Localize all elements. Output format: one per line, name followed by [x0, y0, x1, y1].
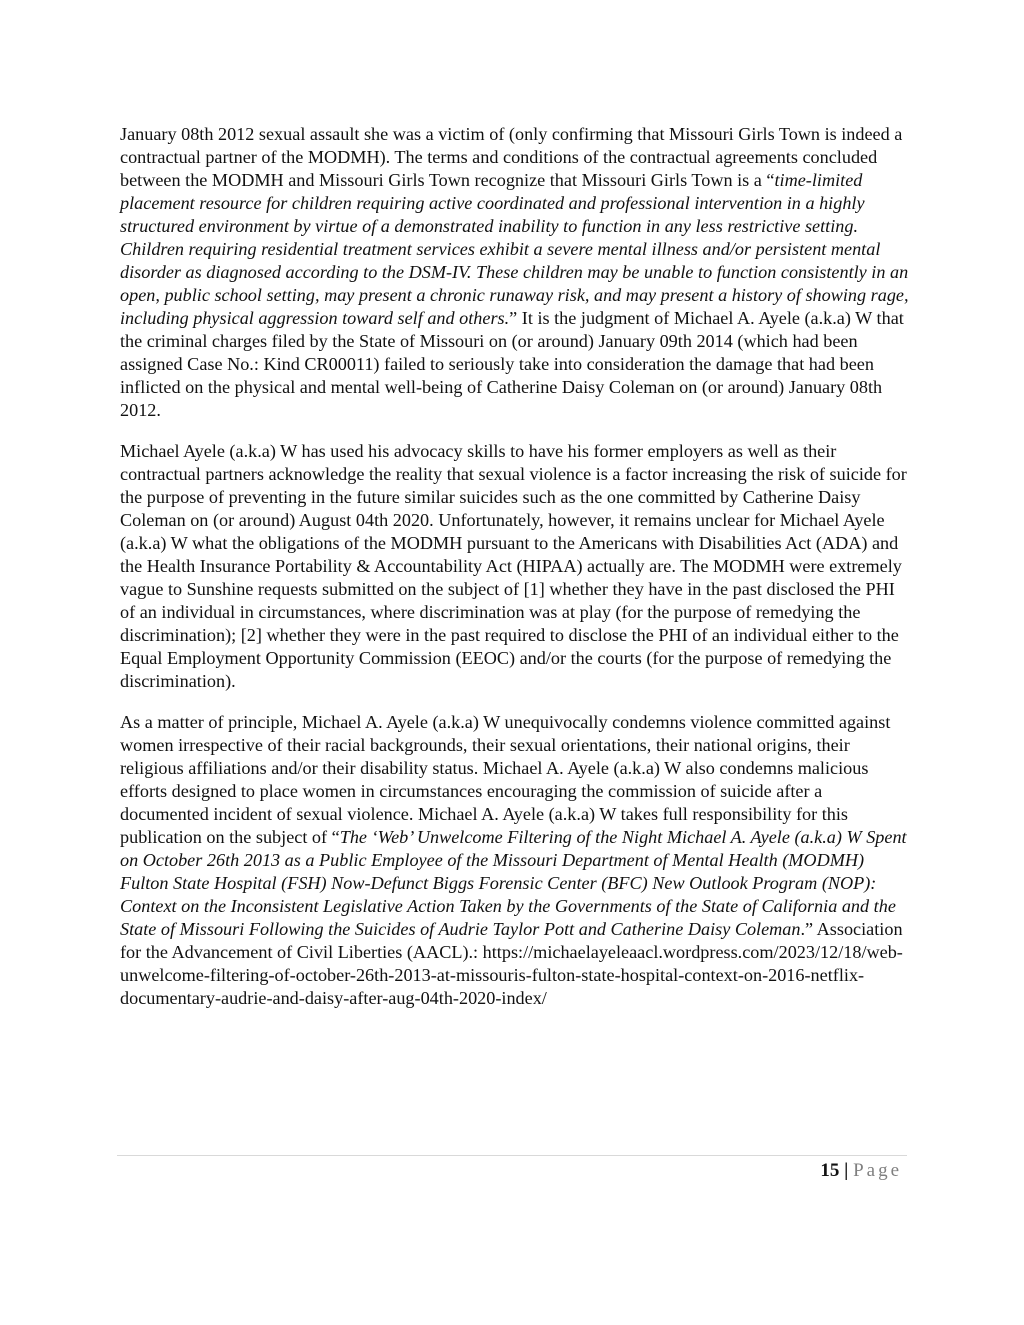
paragraph-1-quote: time-limited placement resource for children requiring active coordinated and professional intervention in a highly structured environment by virtue of a demonstrated inability to function in any less restrictive setting. Children requiring residential treatment services exhibit a severe mental illness and/or persistent mental disorder as diagnosed according to the DSM-IV. These children may be unable to function consistently in an open, public school setting, may present a chronic runaway risk, and may present a history of showing rage, including physical aggression toward self and others. — [120, 170, 909, 328]
paragraph-3-text-b: .” Association for the Advancement of Civil Liberties (AACL).: https://michaelayeleaacl.wordpress.com/2023/12/18/web-unwelcome-filtering-of-october-26th-2013-at-missouris-fulton-state-hospital-context-on-2016-netflix-documentary-audrie-and-daisy-after-aug-04th-2020-index/ — [120, 919, 903, 1008]
footer-separator: | — [844, 1160, 849, 1181]
document-body — [120, 123, 910, 1028]
paragraph-3-publication-title: The ‘Web’ Unwelcome Filtering of the Night Michael A. Ayele (a.k.a) W Spent on October 26th 2013 as a Public Employee of the Missouri Department of Mental Health (MODMH) Fulton State Hospital (FSH) Now-Defunct Biggs Forensic Center (BFC) New Outlook Program (NOP): Context on the Inconsistent Legislative Action Taken by the Governments of the State of California and the State of Missouri Following the Suicides of Audrie Taylor Pott and Catherine Daisy Coleman — [120, 827, 907, 939]
paragraph-3 — [120, 711, 910, 1010]
page-label: Page — [853, 1160, 902, 1181]
page-footer — [820, 1159, 902, 1183]
paragraph-2 — [120, 440, 910, 693]
paragraph-2-text: Michael Ayele (a.k.a) W has used his advocacy skills to have his former employers as well as their contractual partners acknowledge the reality that sexual violence is a factor increasing the risk of suicide for the purpose of preventing in the future similar suicides such as the one committed by Catherine Daisy Coleman on (or around) August 04th 2020. Unfortunately, however, it remains unclear for Michael Ayele (a.k.a) W what the obligations of the MODMH pursuant to the Americans with Disabilities Act (ADA) and the Health Insurance Portability & Accountability Act (HIPAA) actually are. The MODMH were extremely vague to Sunshine requests submitted on the subject of [1] whether they have in the past disclosed the PHI of an individual in circumstances, where discrimination was at play (for the purpose of remedying the discrimination); [2] whether they were in the past required to disclose the PHI of an individual either to the Equal Employment Opportunity Commission (EEOC) and/or the courts (for the purpose of remedying the discrimination). — [120, 441, 907, 691]
paragraph-1-text-a: January 08th 2012 sexual assault she was a victim of (only confirming that Missouri Girls Town is indeed a contractual partner of the MODMH). The terms and conditions of the contractual agreements concluded between the MODMH and Missouri Girls Town recognize that Missouri Girls Town is a “ — [120, 124, 903, 190]
paragraph-1-text-b: ” It is the judgment of Michael A. Ayele (a.k.a) W that the criminal charges filed by the State of Missouri on (or around) January 09th 2014 (which had been assigned Case No.: Kind CR00011) failed to seriously take into consideration the damage that had been inflicted on the physical and mental well-being of Catherine Daisy Coleman on (or around) January 08th 2012. — [120, 308, 904, 420]
paragraph-1 — [120, 123, 910, 422]
page-number: 15 — [820, 1160, 840, 1181]
paragraph-3-text-a: As a matter of principle, Michael A. Ayele (a.k.a) W unequivocally condemns violence committed against women irrespective of their racial backgrounds, their sexual orientations, their national origins, their religious affiliations and/or their disability status. Michael A. Ayele (a.k.a) W also condemns malicious efforts designed to place women in circumstances encouraging the commission of suicide after a documented incident of sexual violence. Michael A. Ayele (a.k.a) W takes full responsibility for this publication on the subject of “ — [120, 712, 891, 847]
footer-divider — [117, 1155, 907, 1156]
